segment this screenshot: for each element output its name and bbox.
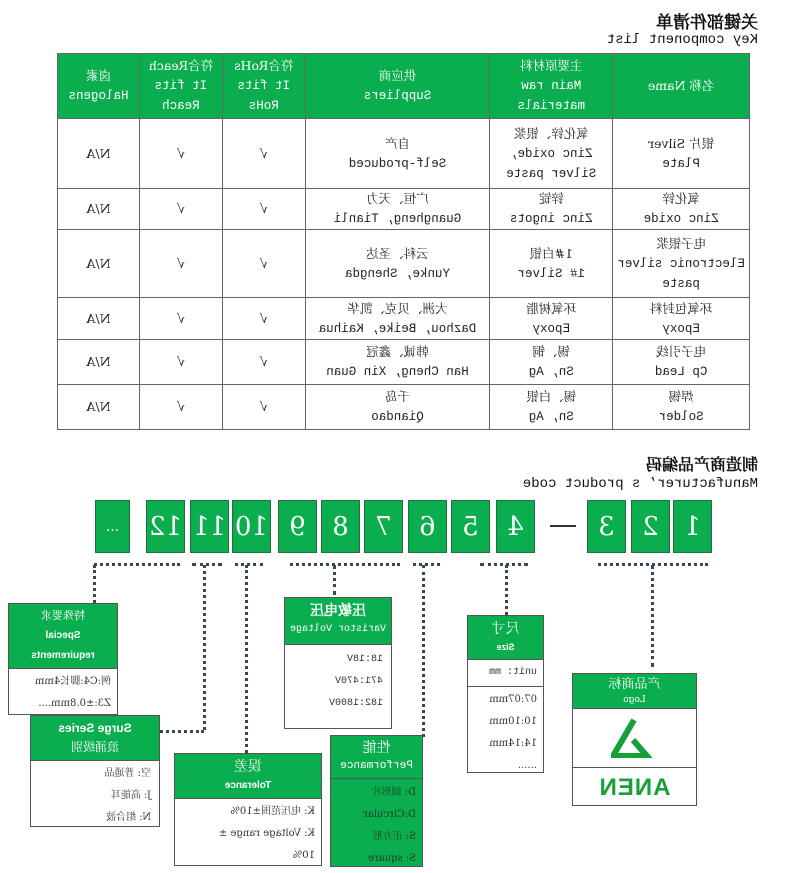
surge-option: 空: 普通品 — [104, 768, 151, 779]
table-row — [58, 189, 750, 230]
surge-option: N: 组合波 — [106, 812, 151, 823]
connector-performance-v — [422, 565, 425, 737]
header-rohs: 符合RoHs It fits RoHs — [222, 54, 305, 119]
key-component-table — [57, 53, 750, 430]
special-box-title-en: Special requirements — [31, 630, 95, 661]
code-position-7: 7 — [364, 500, 403, 553]
cell-halogens: N/A — [58, 189, 140, 230]
performance-option: D: 圆形片 — [371, 787, 416, 798]
cell-material: 锡、铜 Sn, Ag — [490, 340, 613, 385]
cell-name: 环氧包封料 Epoxy — [613, 298, 750, 340]
cell-supplier: 大洲、贝克、凯华 Dazhou, Beike, Kaihua — [305, 298, 490, 340]
cell-rohs: √ — [222, 119, 305, 189]
cell-material: 1#白银 1# Silver — [490, 230, 613, 298]
size-box — [467, 615, 544, 773]
cell-halogens: N/A — [58, 230, 140, 298]
surge-option: J: 高能耳 — [110, 790, 151, 801]
logo-box-title-cn: 产品商标 — [608, 677, 661, 692]
cell-reach: √ — [139, 385, 222, 430]
surge-box-title-en: Surge Series — [58, 721, 132, 735]
header-reach: 符合Reach It fits Reach — [139, 54, 222, 119]
connector-size-h — [480, 563, 528, 566]
tolerance-box — [174, 753, 322, 866]
table-row — [58, 230, 750, 298]
cell-rohs: √ — [222, 230, 305, 298]
cell-halogens: N/A — [58, 385, 140, 430]
tolerance-box-title-en: Tolerance — [224, 780, 272, 791]
varistor-box-title-cn: 压敏电压 — [310, 603, 366, 619]
cell-name: 电子银浆 Electronic silver paste — [613, 230, 750, 298]
table-row — [58, 385, 750, 430]
header-main-raw-materials: 主要原材料 Main raw materials — [490, 54, 613, 119]
code-position-3: 3 — [587, 500, 626, 553]
logo-box — [572, 673, 697, 806]
connector-varistor-v — [333, 565, 336, 595]
cell-supplier: 千岛 Qiandao — [305, 385, 490, 430]
brand-wordmark: ANEN — [598, 774, 671, 801]
performance-box-title-cn: 性能 — [362, 740, 391, 756]
connector-special-v — [93, 565, 96, 603]
connector-surge-h — [192, 563, 222, 566]
cell-reach: √ — [139, 119, 222, 189]
code-position-6: 6 — [408, 500, 447, 553]
special-requirements-box — [8, 603, 118, 715]
cell-rohs: √ — [222, 385, 305, 430]
code-position-4: 4 — [496, 500, 535, 553]
cell-rohs: √ — [222, 298, 305, 340]
table-row — [58, 340, 750, 385]
cell-supplier: 广恒、天力 Guangheng, Tianli — [305, 189, 490, 230]
connector-performance-h — [413, 563, 440, 566]
size-option: 07:07mm — [489, 694, 537, 705]
size-box-title-en: Size — [496, 642, 515, 652]
code-position-1: 1 — [673, 500, 712, 553]
connector-size-v — [505, 565, 508, 615]
key-component-title-en: Key component list — [606, 32, 758, 48]
connector-surge-v — [203, 565, 206, 730]
cell-supplier: 云科、圣达 Yunke, Shengda — [305, 230, 490, 298]
cell-name: 焊锡 Solder — [613, 385, 750, 430]
varistor-option: 471:470V — [334, 676, 383, 687]
cell-name: 氧化锌 Zinc oxide — [613, 189, 750, 230]
size-box-title-cn: 尺寸 — [491, 621, 520, 637]
special-box-title-cn: 特殊要求 — [41, 609, 85, 622]
cell-material: 锌锭 Zinc ingots — [490, 189, 613, 230]
cell-material: 锡、白银 Sn, Ag — [490, 385, 613, 430]
performance-box — [330, 735, 423, 867]
code-position-9: 9 — [278, 500, 317, 553]
code-position-12: 12 — [146, 500, 185, 553]
anen-logo-mark-icon — [573, 709, 696, 768]
size-unit: unit: mm — [468, 660, 543, 687]
size-option: 10:10mm — [489, 716, 537, 727]
code-position-8: 8 — [321, 500, 360, 553]
surge-box-title-cn: 浪涌级别 — [71, 740, 120, 754]
cell-material: 环氧树脂 Epoxy — [490, 298, 613, 340]
size-option: ...... — [517, 760, 537, 771]
tolerance-option: 10% — [292, 850, 315, 861]
size-option: 14:14mm — [489, 738, 537, 749]
connector-tolerance-v — [245, 565, 248, 753]
cell-supplier: 韩诚、鑫冠 Han Cheng, Xin Guan — [305, 340, 490, 385]
connector-surge-h2 — [160, 730, 204, 733]
varistor-box-title-en: Varistor Voltage — [290, 624, 387, 635]
code-position-more: ... — [95, 500, 130, 553]
code-separator-dash — [550, 525, 576, 527]
cell-halogens: N/A — [58, 119, 140, 189]
cell-halogens: N/A — [58, 298, 140, 340]
cell-reach: √ — [139, 340, 222, 385]
tolerance-box-title-cn: 误差 — [234, 759, 262, 775]
cell-supplier: 自产 Self-produced — [305, 119, 490, 189]
tolerance-option: K: 电压范围±10% — [230, 806, 315, 817]
product-code-title-cn: 制造商产品编码 — [645, 455, 758, 474]
cell-name: 电子引线 Cp Lead — [613, 340, 750, 385]
table-header-row — [58, 54, 750, 119]
connector-special-h — [94, 563, 180, 566]
varistor-option: 182:1800V — [328, 698, 383, 709]
header-halogens: 卤素 Halogens — [58, 54, 140, 119]
logo-box-title-en: Logo — [623, 695, 646, 705]
performance-box-title-en: Performance — [340, 760, 413, 772]
product-code-title-en: Manufacturer’ s product code — [522, 476, 758, 492]
special-option: Z3:±0.8mm.... — [38, 698, 111, 709]
varistor-option: 18:18V — [346, 654, 383, 665]
cell-material: 氧化锌、银浆 Zinc oxide, Silver paste — [490, 119, 613, 189]
performance-option: S: 正方形 — [372, 831, 416, 842]
key-component-title-cn: 关键部件清单 — [656, 13, 758, 33]
cell-name: 银片 Silver Plate — [613, 119, 750, 189]
tolerance-option: K: Voltage range ± — [218, 828, 315, 839]
table-row — [58, 298, 750, 340]
connector-logo-v — [651, 565, 654, 667]
code-position-11: 11 — [190, 500, 229, 553]
code-position-2: 2 — [631, 500, 670, 553]
cell-halogens: N/A — [58, 340, 140, 385]
cell-rohs: √ — [222, 340, 305, 385]
connector-varistor-h — [290, 563, 400, 566]
special-option: 例:C4:脚长4mm — [34, 676, 111, 687]
cell-reach: √ — [139, 189, 222, 230]
cell-reach: √ — [139, 298, 222, 340]
header-name: 名称 Name — [613, 54, 750, 119]
cell-rohs: √ — [222, 189, 305, 230]
connector-tolerance-h — [235, 563, 263, 566]
surge-series-box — [30, 715, 160, 827]
performance-option: D:Circular — [363, 809, 416, 820]
performance-option: S: square — [367, 853, 416, 864]
code-position-5: 5 — [451, 500, 490, 553]
header-suppliers: 供应商 Suppliers — [305, 54, 490, 119]
table-row — [58, 119, 750, 189]
code-position-10: 10 — [232, 500, 271, 553]
cell-reach: √ — [139, 230, 222, 298]
varistor-voltage-box — [284, 597, 392, 729]
